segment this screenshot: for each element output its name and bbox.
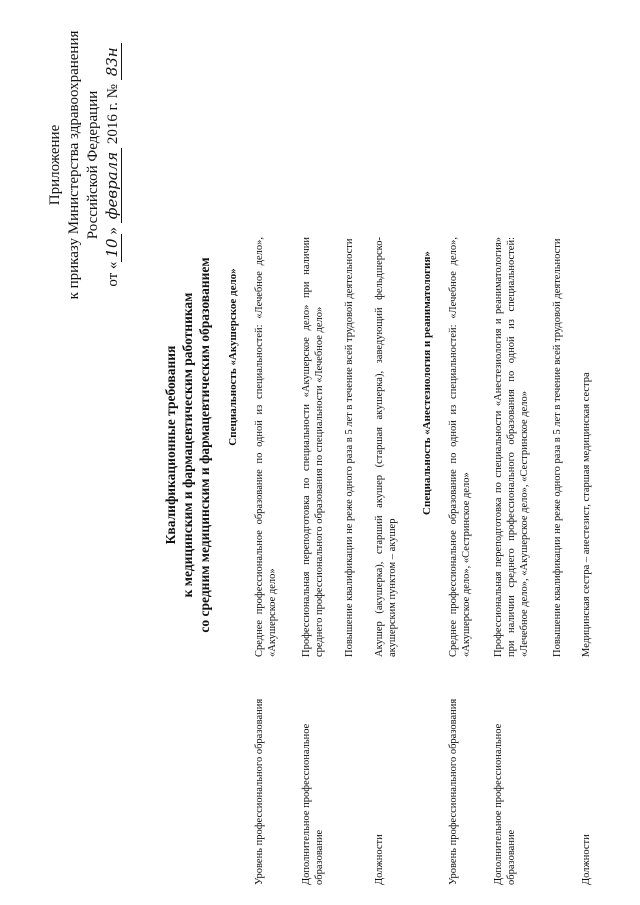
date-prefix: от «	[105, 261, 121, 287]
row-value-qualification-2: Повышение квалификации не реже одного раза в 5 лет в течение всей трудовой деятельности	[552, 238, 563, 657]
date-mid: »	[105, 226, 121, 235]
row-label-education-1: Уровень профессионального образования	[254, 698, 265, 885]
row-label-education-2: Уровень профессионального образования	[448, 698, 459, 885]
appendix-order-line: к приказу Министерства здравоохранения	[66, 30, 82, 300]
row-value-additional-1: Профессиональная переподготовка по специальности «Акушерское дело» при наличии среднего профессионального образования по специальности «Лечебное дело»	[301, 237, 325, 657]
row-label-additional-1: Дополнительное профессиональное образование	[301, 723, 325, 885]
appendix-federation-line: Российской Федерации	[85, 90, 101, 240]
specialty-heading-1: Специальность «Акушерское дело»	[227, 268, 239, 446]
specialty-heading-2: Специальность «Анестезиология и реаниматология»	[421, 251, 433, 515]
row-value-education-2: Среднее профессиональное образование по одной из специальностей: «Лечебное дело», «Акушерское дело», «Сестринское дело»	[448, 237, 472, 657]
row-value-education-1: Среднее профессиональное образование по одной из специальностей: «Лечебное дело», «Акушерское дело»	[254, 237, 278, 657]
appendix-heading: Приложение	[47, 124, 63, 206]
title-line-3: со средним медицинским и фармацевтическим образованием	[197, 257, 212, 633]
row-label-positions-1: Должности	[374, 834, 385, 885]
order-number: 83н	[103, 43, 122, 80]
appendix-block	[46, 15, 123, 315]
title-line-2: к медицинским и фармацевтическим работникам	[180, 292, 195, 598]
row-value-positions-1: Акушер (акушерка), старший акушер (старшая акушерка), заведующий фельдшерско-акушерским пунктом – акушер	[374, 237, 398, 657]
row-value-qualification-1: Повышение квалификации не реже одного раза в 5 лет в течение всей трудовой деятельности	[344, 238, 355, 657]
date-month: февраля	[103, 148, 122, 223]
row-value-additional-2: Профессиональная переподготовка по специальности «Анестезиология и реаниматология» при наличии среднего профессионального образования по одной из специальностей: «Лечебное дело», «Акушерское дело», «Сестринское дело»	[493, 237, 530, 657]
date-year: 2016 г. №	[105, 80, 121, 148]
document-title	[162, 125, 213, 765]
row-label-positions-2: Должности	[581, 834, 592, 885]
title-line-1: Квалификационные требования	[163, 345, 178, 545]
row-value-positions-2: Медицинская сестра – анестезист, старшая медицинская сестра	[581, 372, 592, 657]
row-label-additional-2: Дополнительное профессиональное образование	[493, 723, 517, 885]
appendix-date-line	[103, 15, 123, 315]
date-day: 10	[103, 234, 122, 261]
